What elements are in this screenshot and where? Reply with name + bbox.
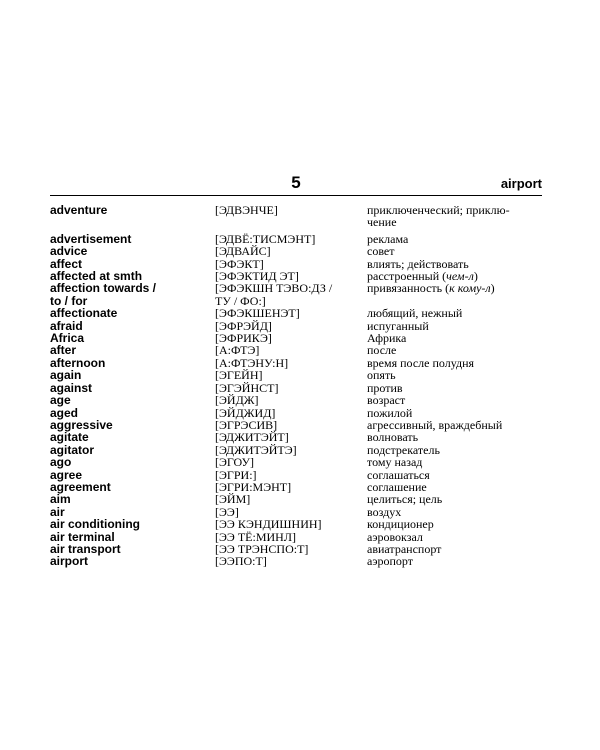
entry-meaning: тому назад [367,455,423,470]
entry-word: affect [50,256,83,271]
entry-word: against [50,380,93,395]
entry-meaning: пожилой [367,405,413,420]
entry-transcription: [ЭЙМ] [215,492,251,507]
entry-meaning: время после полудня [367,355,475,370]
entry-meaning: влиять; действовать [367,256,469,271]
entry-air-conditioning [50,518,545,530]
entry-word: air [50,504,65,519]
entry-transcription: [ЭГОУ] [215,455,255,470]
entry-air-transport [50,543,545,555]
entry-word: age [50,393,71,408]
entry-word: air transport [50,541,121,556]
entry-transcription: [ЭДВАЙС] [215,244,271,259]
entry-against [50,382,545,394]
entry-meaning: Африка [367,331,407,346]
entry-meaning: соглашаться [367,467,430,482]
entry-transcription: [ЭФЭКТ] [215,256,264,271]
entry-adventure [50,204,545,229]
entry-after [50,344,545,356]
entry-word: afraid [50,318,83,333]
entry-meaning: приключенческий; приклю- чение [367,203,510,230]
entry-word: aim [50,492,71,507]
entry-word: after [50,343,77,358]
entry-meaning: агрессивный, враждебный [367,417,503,432]
entry-transcription: [ЭГРЭСИВ] [215,417,278,432]
entry-transcription: [ЭФЭКШЕНЭТ] [215,306,300,321]
entry-word: airport [50,554,89,569]
entry-transcription: [ЭГЭЙНСТ] [215,380,279,395]
entry-transcription: [А:ФТЭ] [215,343,260,358]
entry-transcription: [ЭДВЭНЧЕ] [215,203,278,217]
dictionary-entries [50,204,545,568]
entry-meaning: волновать [367,430,419,445]
entry-advice [50,245,545,257]
entry-word: air conditioning [50,517,140,532]
entry-meaning: кондиционер [367,517,434,532]
entry-transcription: [ЭЭ] [215,504,239,519]
entry-transcription: [ЭФЭКТИД ЭТ] [215,269,299,284]
entry-transcription: [ЭФРЭЙД] [215,318,272,333]
entry-word: again [50,368,82,383]
entry-again [50,369,545,381]
entry-word: advice [50,244,88,259]
entry-meaning: воздух [367,504,402,519]
entry-meaning: расстроенный (чем-л) [367,269,478,284]
running-head: airport [500,176,542,191]
entry-word: aggressive [50,417,113,432]
entry-word: agree [50,467,83,482]
entry-africa [50,332,545,344]
entry-transcription: [А:ФТЭНУ:Н] [215,355,289,370]
entry-age [50,394,545,406]
entry-word: ago [50,455,72,470]
entry-transcription: [ЭГЕЙН] [215,368,263,383]
entry-aim [50,493,545,505]
entry-transcription: [ЭГРИ:] [215,467,257,482]
entry-affection [50,282,545,307]
entry-afraid [50,320,545,332]
entry-transcription: [ЭДЖИТЭЙТЭ] [215,442,297,457]
page-number: 5 [291,173,301,192]
entry-transcription: [ЭФРИКЭ] [215,331,272,346]
entry-meaning: соглашение [367,479,427,494]
entry-meaning: аэровокзал [367,529,423,544]
entry-agitate [50,431,545,443]
entry-transcription: [ЭФЭКШН ТЭВО:ДЗ / ТУ / ФО:] [215,281,333,308]
entry-advertisement [50,233,545,245]
entry-meaning: совет [367,244,395,259]
entry-word: affectionate [50,306,118,321]
entry-meaning: реклама [367,231,409,246]
entry-transcription: [ЭЙДЖИД] [215,405,276,420]
entry-word: agitator [50,442,95,457]
entry-meaning: против [367,380,403,395]
entry-word: agreement [50,479,111,494]
entry-transcription: [ЭДЖИТЭЙТ] [215,430,289,445]
entry-agitator [50,444,545,456]
entry-meaning: привязанность (к кому-л) [367,281,495,296]
entry-word: aged [50,405,79,420]
entry-affectionate [50,307,545,319]
entry-transcription: [ЭЭ ТРЭНСПО:Т] [215,541,309,556]
entry-meaning: аэропорт [367,554,413,569]
entry-meaning: возраст [367,393,406,408]
entry-word: air terminal [50,529,115,544]
entry-meaning: авиатранспорт [367,541,442,556]
page-header [50,173,542,196]
entry-meaning: любящий, нежный [367,306,463,321]
entry-word: agitate [50,430,89,445]
entry-transcription: [ЭЭ ТЁ:МИНЛ] [215,529,296,544]
entry-word: afternoon [50,355,106,370]
entry-agreement [50,481,545,493]
entry-meaning: после [367,343,397,358]
entry-word: affection towards / to / for [50,281,157,308]
entry-airport [50,555,545,567]
entry-transcription: [ЭДВЁ:ТИСМЭНТ] [215,231,316,246]
entry-meaning: опять [367,368,396,383]
entry-afternoon [50,357,545,369]
entry-transcription: [ЭЙДЖ] [215,393,259,408]
entry-transcription: [ЭЭПО:Т] [215,554,267,569]
entry-ago [50,456,545,468]
entry-agree [50,469,545,481]
entry-transcription: [ЭЭ КЭНДИШНИН] [215,517,322,532]
entry-meaning: подстрекатель [367,442,440,457]
entry-word: affected at smth [50,269,143,284]
entry-transcription: [ЭГРИ:МЭНТ] [215,479,292,494]
entry-aggressive [50,419,545,431]
entry-meaning: испуганный [367,318,429,333]
entry-meaning: целиться; цель [367,492,443,507]
entry-word: adventure [50,203,108,217]
entry-word: Africa [50,331,85,346]
entry-word: advertisement [50,231,132,246]
